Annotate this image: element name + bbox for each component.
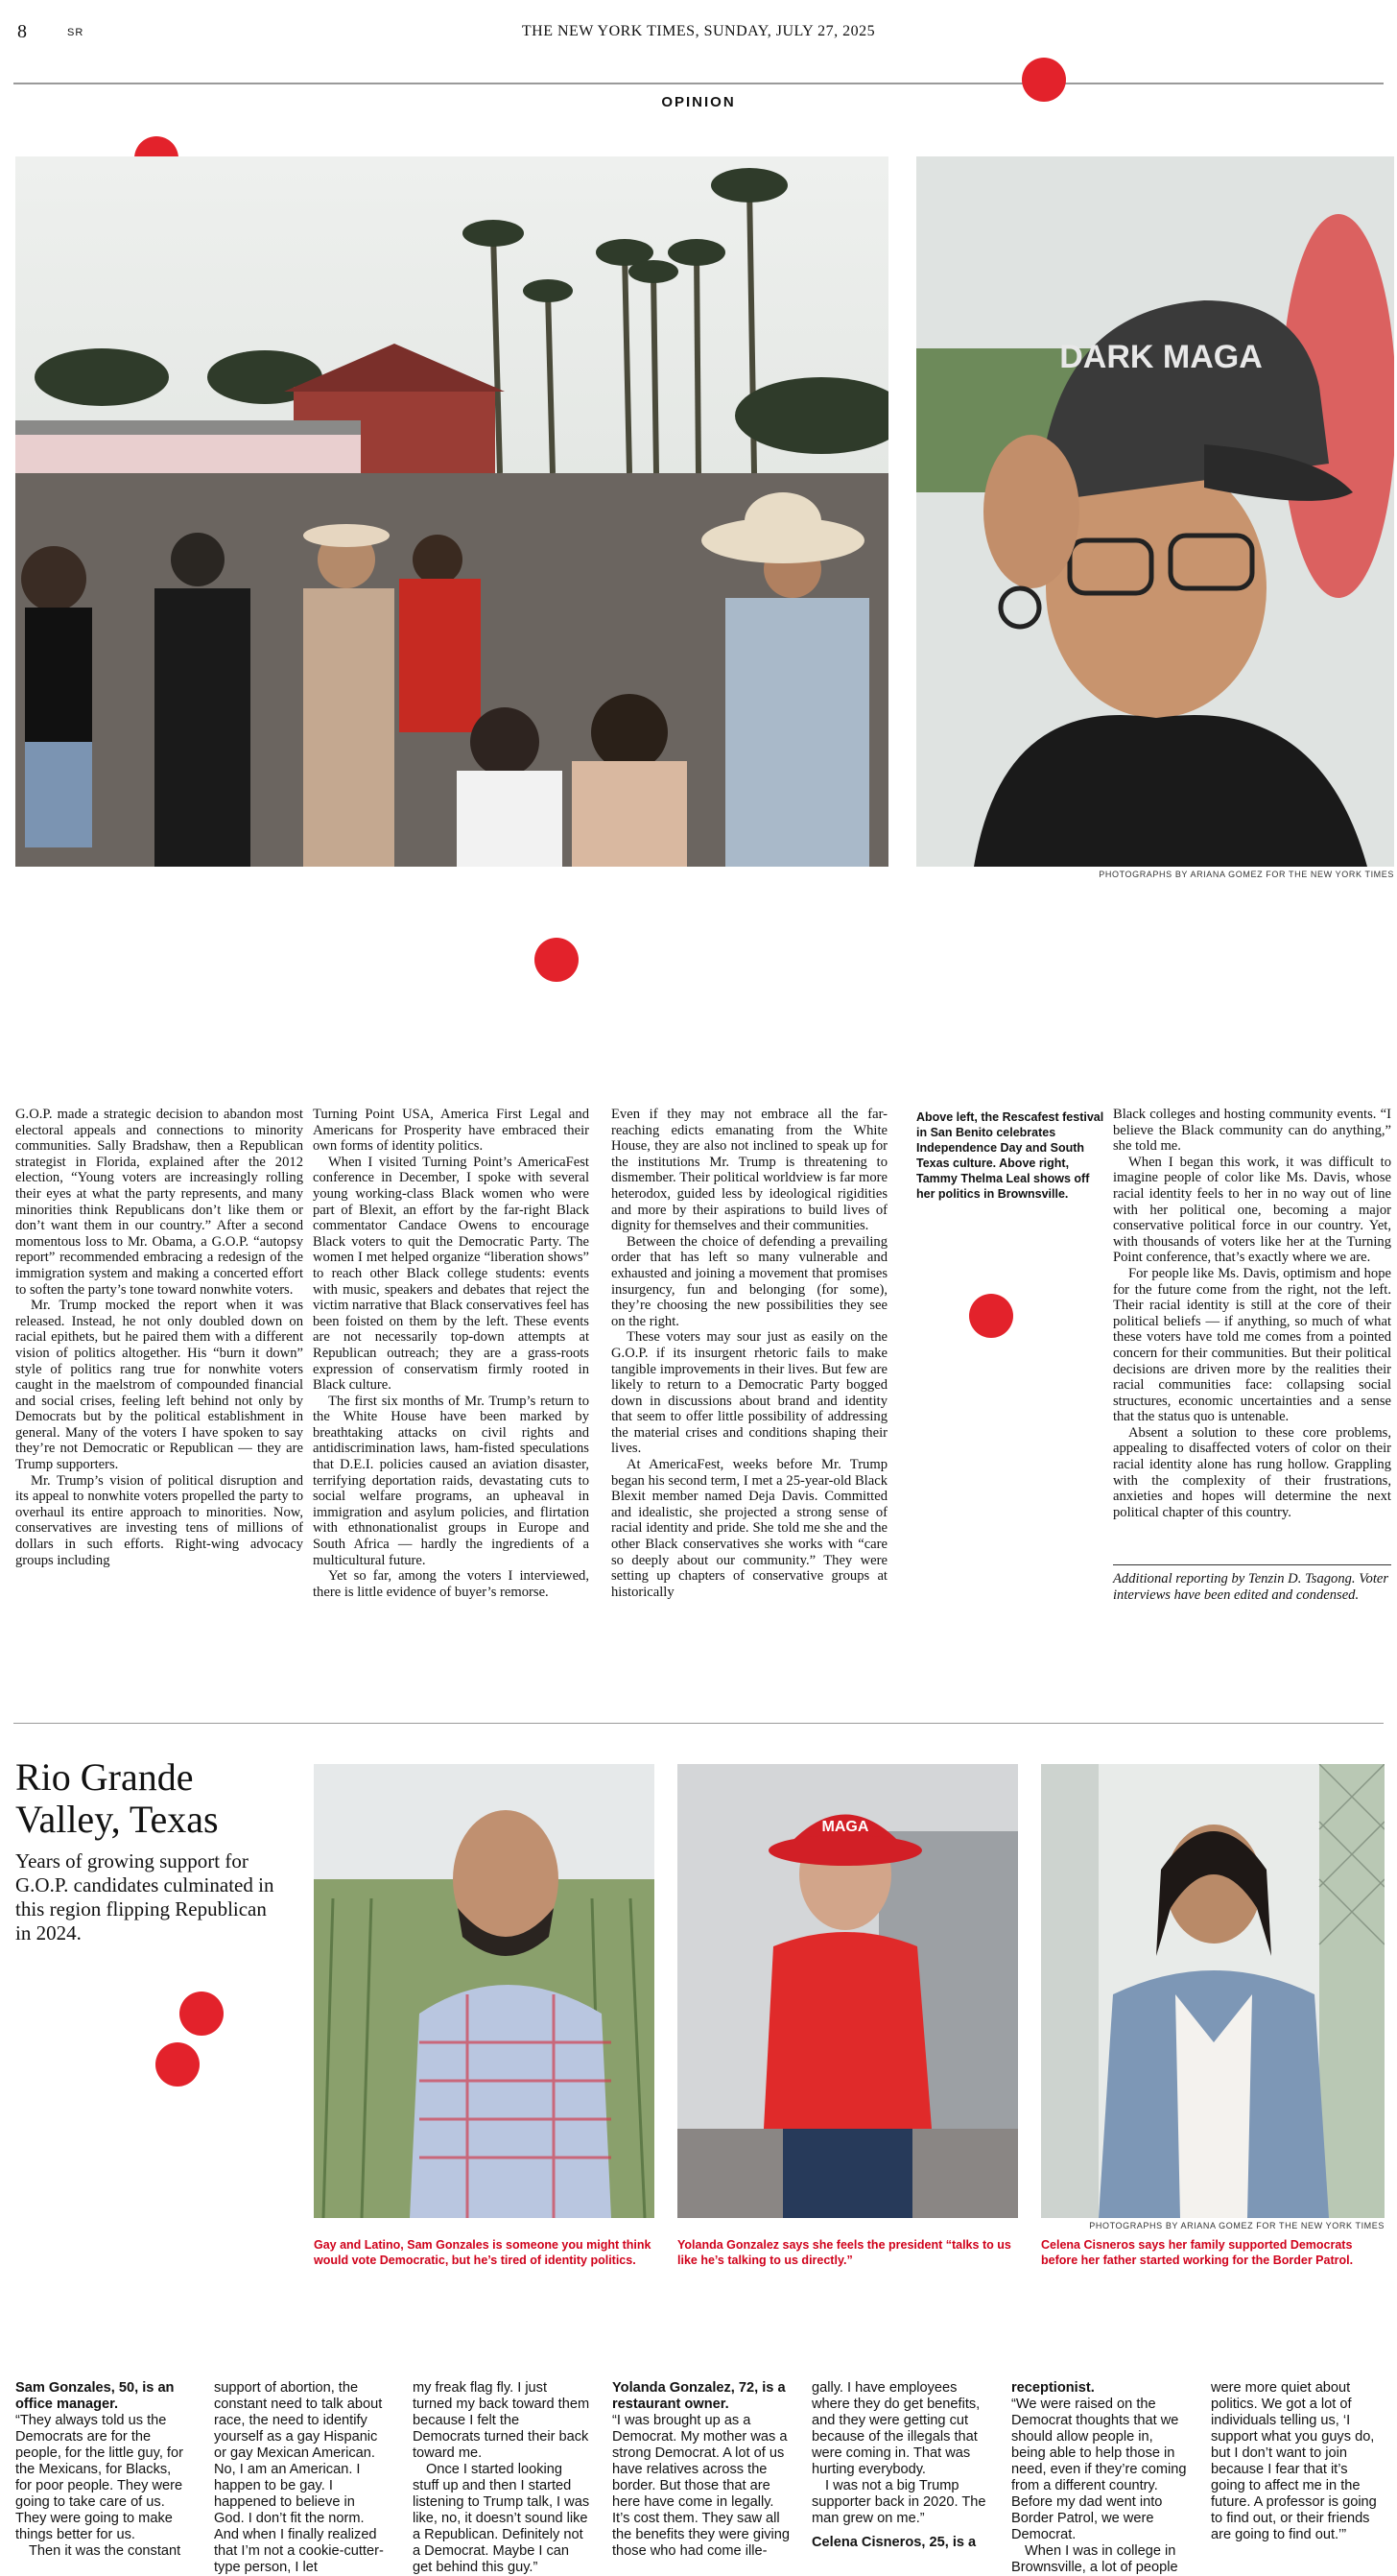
interview-paragraph: I was not a big Trump supporter back in 2020. The man grew on me.”	[812, 2478, 986, 2526]
header-rule	[13, 83, 1384, 84]
page-number: 8	[17, 21, 27, 42]
article-paragraph: The first six months of Mr. Trump’s return to the White House have been marked by breathtaking attacks on civil rights and antidiscrimination laws, ham-fisted speculations that D.E.I. policies caused an aviation disaster, terrifying deportation raids, devastating cuts to social welfare programs, an upheaval in immigration and asylum policies, and flirtation with ethnonationalist groups in Europe and South Africa — hardly the ingredients of a multicultural future.	[313, 1393, 589, 1568]
speaker-intro: Celena Cisneros, 25, is a	[812, 2535, 977, 2550]
interview-paragraph: “I was brought up as a Democrat. My mother was a strong Democrat. A lot of us have relatives across the border. But those that are here have come in legally. It’s cost them. They saw all the benefits they were giving those who had come ille-	[612, 2413, 790, 2559]
reporting-note: Additional reporting by Tenzin D. Tsagong. Voter interviews have been edited and condensed.	[1113, 1571, 1389, 1603]
photo-rescafest-crowd	[15, 156, 888, 867]
article-paragraph: Between the choice of defending a prevailing order that has left so many vulnerable and exhausted and joining a movement that promises insurgency, fun and belonging (for some), they’re choosing the new possibilities they see on the right.	[611, 1233, 888, 1329]
article-paragraph: Black colleges and hosting community events. “I believe the Black community can do anything,” she told me.	[1113, 1107, 1391, 1155]
interview-paragraph: When I was in college in Brownsville, a lot of people	[1011, 2543, 1178, 2575]
interview-column-4	[612, 2380, 790, 2560]
article-paragraph: G.O.P. made a strategic decision to abandon most electoral appeals and connections to minority communities. Sally Bradshaw, then a Republican strategist in Florida, explained after the 2012 election, “Young voters are increasingly rolling their eyes at what the party represents, and many minorities think Republicans don’t like them or don’t want them in our country.” After a second momentous loss to Mr. Obama, a G.O.P. “autopsy report” recommended embracing a redesign of the immigration system and making a concerted effort to soften the party’s tone toward nonwhite voters.	[15, 1107, 303, 1298]
article-column-4	[1113, 1107, 1391, 1520]
interview-column-6	[1011, 2380, 1189, 2576]
article-paragraph: When I visited Turning Point’s AmericaFest conference in December, I spoke with several young working-class Black women who were part of Blexit, an effort by the far-right Black commentator Candace Owens to encourage Black voters to quit the Democratic Party. The women I met helped organize “liberation shows” to reach other Black college students: events with music, speakers and debates that reject the victim narrative that Black conservatives feel has been foisted on them by the left. These events are not necessarily top-down attempts at Republican outreach; they are a grass-roots expression of conservatism firmly rooted in Black culture.	[313, 1154, 589, 1394]
interview-column-1	[15, 2380, 188, 2560]
section-label: OPINION	[661, 94, 736, 110]
article-paragraph: Mr. Trump’s vision of political disruption and its appeal to nonwhite voters propelled the party to overhaul its entire approach to minorities. Now, conservatives are investing tens of millions of dollars in such efforts. Right-wing advocacy groups including	[15, 1472, 303, 1568]
section-code: SR	[67, 27, 84, 38]
article-paragraph: At AmericaFest, weeks before Mr. Trump began his second term, I met a 25-year-old Black Blexit member named Deja Davis. Committed and idealistic, she projected a strong sense of racial identity and pride. She told me she and the other Black conservatives she works with “care so deeply about our community.” They were setting up chapters of conservative groups at historically	[611, 1457, 888, 1600]
article-paragraph: For people like Ms. Davis, optimism and hope for the future come from the right, not the left. Their racial identity is still at the core of their political beliefs — if anything, so much of what these voters have told me comes from a pointed concern for their communities. But their political decisions are driven more by the realities their racial communities face: collapsing social structures, economic uncertainties and a sense that the status quo is untenable.	[1113, 1265, 1391, 1425]
interview-column-2	[214, 2380, 387, 2576]
interview-paragraph: gally. I have employees where they do get benefits, and they were getting cut because of the illegals that were coming in. That was hurting everybody.	[812, 2380, 981, 2477]
article-paragraph: Turning Point USA, America First Legal and Americans for Prosperity have embraced their own forms of identity politics.	[313, 1107, 589, 1155]
red-dot-marker	[155, 2042, 200, 2087]
interview-column-5	[812, 2380, 989, 2551]
masthead: THE NEW YORK TIMES, SUNDAY, JULY 27, 2025	[521, 23, 876, 39]
section-rule	[13, 1723, 1384, 1724]
speaker-intro: Yolanda Gonzalez, 72, is a restaurant owner.	[612, 2380, 786, 2412]
article-paragraph: Absent a solution to these core problems, appealing to disaffected voters of color on their racial identity alone has rung hollow. Grappling with the complexity of their frustrations, anxieties and hopes will determine the next political chapter of this country.	[1113, 1424, 1391, 1520]
speaker-intro: receptionist.	[1011, 2380, 1095, 2396]
article-paragraph: Yet so far, among the voters I interviewed, there is little evidence of buyer’s remorse.	[313, 1568, 589, 1600]
photo-credit-top: PHOTOGRAPHS BY ARIANA GOMEZ FOR THE NEW YORK TIMES	[1099, 870, 1394, 879]
interview-column-3	[413, 2380, 590, 2576]
interview-paragraph: support of abortion, the constant need to talk about race, the need to identify yourself as a gay Hispanic or gay Mexican American. No, I am an American. I happen to be gay. I happened to believe in God. I don’t fit the norm. And when I finally realized that I’m not a cookie-cutter-type person, I let	[214, 2380, 384, 2575]
rgv-title: Rio Grande Valley, Texas	[15, 1755, 219, 1841]
photo-sam-gonzales	[314, 1764, 654, 2218]
article-paragraph: When I began this work, it was difficult to imagine people of color like Ms. Davis, whose racial identity feels to her in no way out of line with her political one, becoming a major conservative political force in our country. Yet, with thousands of voters like her at the Turning Point conference, that’s exactly where we are.	[1113, 1154, 1391, 1266]
article-paragraph: Even if they may not embrace all the far-reaching edicts emanating from the White House, they are also not inclined to speak up for the institutions Mr. Trump is threatening to dismember. Their political worldview is far more heterodox, guided less by ideological rigidities and more by their aspirations to build lives of dignity for themselves and their communities.	[611, 1107, 888, 1234]
interview-column-7	[1211, 2380, 1384, 2543]
caption-celena-cisneros: Celena Cisneros says her family supported Democrats before her father started working for the Border Patrol.	[1041, 2238, 1354, 2267]
rgv-dek: Years of growing support for G.O.P. candidates culminated in this region flipping Republican in 2024.	[15, 1849, 274, 1944]
photo-credit-rgv: PHOTOGRAPHS BY ARIANA GOMEZ FOR THE NEW YORK TIMES	[1089, 2221, 1385, 2230]
note-divider	[1113, 1564, 1391, 1565]
speaker-intro: Sam Gonzales, 50, is an office manager.	[15, 2380, 175, 2412]
interview-paragraph: my freak flag fly. I just turned my back toward them because I felt the Democrats turned their back toward me.	[413, 2380, 590, 2461]
photo-yolanda-gonzalez	[677, 1764, 1018, 2218]
article-column-3	[611, 1107, 888, 1600]
interview-paragraph: “They always told us the Democrats are for the people, for the little guy, for the Mexicans, for Blacks, for poor people. They were going to take care of us. They were going to make things better for us.	[15, 2413, 183, 2542]
article-paragraph: Mr. Trump mocked the report when it was released. Instead, he not only doubled down on racial epithets, but he paired them with a different vision of politics altogether. His “burn it down” style of politics rang true for nonwhite voters caught in the maelstrom of compounded financial and social crises, feeling left behind not only by Democrats but by the political establishment in general. Many of the voters I have spoken to say they’re not Democratic or Republican — they are Trump supporters.	[15, 1298, 303, 1473]
interview-paragraph: Once I started looking stuff up and then I started listening to Trump talk, I was like, no, it doesn’t sound like a Republican. Definitely not a Democrat. Maybe I can get behind this guy.”	[413, 2462, 590, 2575]
red-dot-marker	[534, 938, 579, 982]
cap-text: DARK MAGA	[1059, 339, 1263, 375]
red-dot-marker	[969, 1294, 1013, 1338]
caption-sam-gonzales: Gay and Latino, Sam Gonzales is someone you might think would vote Democratic, but he’s tired of identity politics.	[314, 2238, 651, 2267]
red-dot-marker	[1022, 58, 1066, 102]
article-column-1	[15, 1107, 303, 1568]
photo-celena-cisneros	[1041, 1764, 1385, 2218]
article-paragraph: These voters may sour just as easily on the G.O.P. if its insurgent rhetoric fails to make tangible improvements in their lives. But few are likely to return to a Democratic Party bogged down in discussions about brand and identity that seem to offer little possibility of addressing the material crises and conditions shaping their lives.	[611, 1329, 888, 1457]
hat-text: MAGA	[821, 1819, 869, 1835]
photo-tammy-leal	[916, 156, 1394, 867]
interview-paragraph: “We were raised on the Democrat thoughts that we should allow people in, being able to help those in need, even if they’re coming from a different country. Before my dad went into Border Patrol, we were Democrat.	[1011, 2397, 1187, 2542]
interview-paragraph: Then it was the constant	[29, 2543, 181, 2559]
red-dot-marker	[179, 1992, 224, 2036]
article-column-2	[313, 1107, 589, 1600]
caption-yolanda-gonzalez: Yolanda Gonzalez says she feels the president “talks to us like he’s talking to us directly.”	[677, 2238, 1011, 2267]
interview-paragraph: were more quiet about politics. We got a lot of individuals telling us, ‘I support what you guys do, but I don’t want to join because I fear that it’s going to affect me in the future. A professor is going to find out, or their friends are going to find out.’”	[1211, 2380, 1377, 2542]
side-photo-caption: Above left, the Rescafest festival in San Benito celebrates Independence Day and South Texas culture. Above right, Tammy Thelma Leal shows off her politics in Brownsville.	[916, 1110, 1104, 1201]
